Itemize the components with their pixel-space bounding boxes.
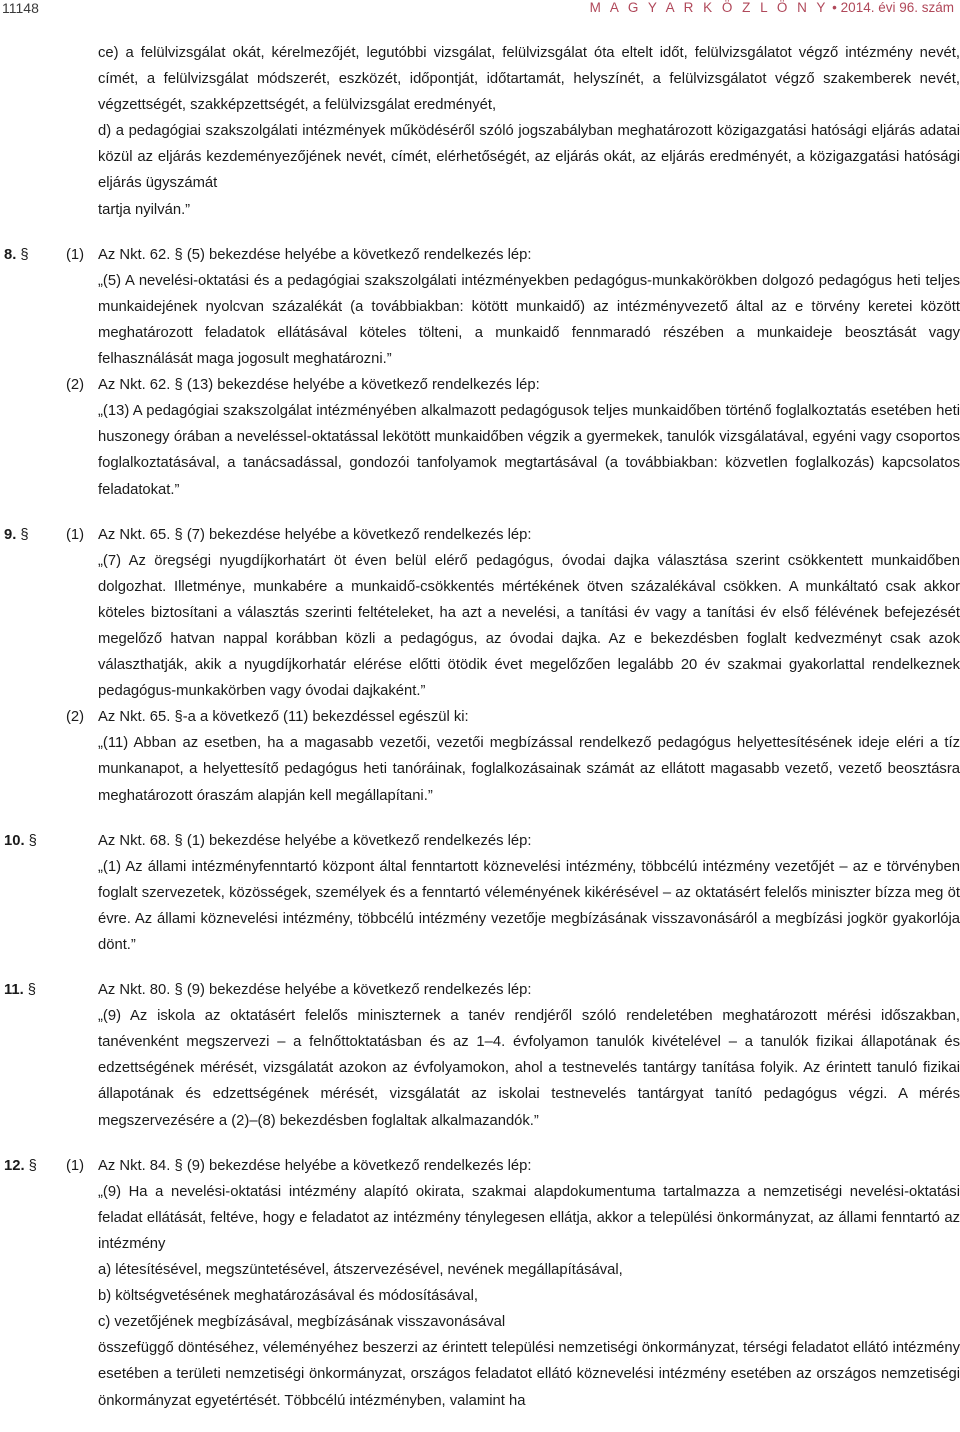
issue-label: 2014. évi 96. szám [840,0,954,15]
section-10 [0,828,960,854]
page-number: 11148 [2,0,39,16]
section-12 [0,1153,960,1179]
section-number: 10. § [4,832,37,849]
amendment-quote: „(9) Az iskola az oktatásért felelős miniszternek a tanév rendjéről szóló rendeletében meghatározott mérési időszakban, tanévenként megszervezi – a felnőttoktatásban és az 1–4. évfolyamon tanulók kivételével – a tanulók fizikai állapotának és edzettségének mérését, vizsgálatát azokon az évfolyamokon, ahol a testnevelés tantárgy tanítása folyik. Az érintett tanuló fizikai állapotának és edzettségének mérését, vizsgálatát az iskolai testnevelés tantárgyat tanító pedagógus végzi. A mérés megszervezésére a (2)–(8) bekezdésben foglaltak alkalmazandók.” [98,1008,960,1129]
list-item: a) létesítésével, megszüntetésével, átszervezésével, nevének megállapításával, [98,1262,623,1279]
list-item: b) költségvetésének meghatározásával és módosításával, [98,1288,478,1305]
running-header [590,0,954,15]
section-9-p2 [0,704,960,730]
amendment-lead: Az Nkt. 84. § (9) bekezdése helyébe a következő rendelkezés lép: [98,1157,532,1174]
amendment-lead: Az Nkt. 65. §-a a következő (11) bekezdéssel egészül ki: [98,709,469,726]
paragraph-label: (1) [66,246,85,263]
amendment-quote: „(5) A nevelési-oktatási és a pedagógiai szakszolgálati intézményekben pedagógus-munkakörökben dolgozó pedagógus heti teljes munkaidejének nyolcvan százalékát (a továbbiakban: kötött munkaidő) az intézményvezető által az e törvény keretei között meghatározott feladatok ellátásával köteles tölteni, a munkaidő fennmaradó részében a munkaideje beosztását vagy felhasználását maga jogosult meghatározni.” [98,272,960,368]
amendment-lead: Az Nkt. 65. § (7) bekezdése helyébe a következő rendelkezés lép: [98,526,532,543]
closing-text: tartja nyilván.” [98,201,191,218]
amendment-quote: „(9) Ha a nevelési-oktatási intézmény alapító okirata, szakmai alapdokumentuma tartalmazza a nemzetiségi nevelési-oktatási feladat ellátását, feltéve, hogy e feladatot az intézmény ténylegesen ellátja, akkor a települési önkormányzat, az állami fenntartó az intézmény [98,1183,960,1252]
section-number: 9. § [4,526,29,543]
amendment-quote: „(13) A pedagógiai szakszolgálat intézményében alkalmazott pedagógusok teljes munkaidőben történő foglalkoztatás esetében heti huszonegy órában a neveléssel-oktatással lekötött munkaidőben végzik a gyermekek, tanulók vizsgálatával, egyéni vagy csoportos foglalkoztatásával, a tanácsadással, gondozói tanfolyamok megtartásával (a továbbiakban: közvetlen foglalkozás) kapcsolatos feladatokat.” [98,403,960,498]
amendment-quote: „(7) Az öregségi nyugdíjkorhatárt öt éven belül elérő pedagógus, óvodai dajka választása szerint csökkentett munkaidőben dolgozhat. Illetménye, munkabére a munkaidő-csökkentés mértékének ötven százalékával csökken. A munkáltató csak akkor köteles biztosítani a választás szerinti feltételeket, ha azt a nevelési, a tanítási év vagy a tanítási év első félévének befejezését megelőző hatvan nappal korábban közli a pedagógus, az óvodai dajka. Az e bekezdésben foglalt kedvezményt csak azok választhatják, akik a nyugdíjkorhatár elérése előtti ötödik évet megelőzően legalább 20 év szakmai gyakorlattal rendelkeznek pedagógus-munkakörben vagy óvodai dajkaként.” [98,552,960,700]
section-number: 12. § [4,1157,37,1174]
item-ce: ce) a felülvizsgálat okát, kérelmezőjét, legutóbbi vizsgálat, felülvizsgálat óta eltelt időt, felülvizsgálatot végző intézmény nevét, címét, a felülvizsgálat módszerét, eszközét, időpontját, időtartamát, helyszínét, a felülvizsgálatot végző szakemberek nevét, végzettségét, szakképzettségét, a felülvizsgálat eredményét, [98,45,960,114]
section-number: 11. § [4,982,36,999]
section-8-p2 [0,372,960,398]
amendment-lead: Az Nkt. 62. § (5) bekezdése helyébe a következő rendelkezés lép: [98,246,532,263]
paragraph-label: (1) [66,1157,85,1174]
amendment-tail: összefüggő döntéséhez, véleményéhez beszerzi az érintett települési nemzetiségi önkormányzat, térségi feladatot ellátó intézmény esetében a területi nemzetiségi önkormányzat, országos feladatot ellátó köznevelési intézmény esetében az országos nemzetiségi önkormányzat egyetértését. Többcélú intézményben, valamint ha [98,1340,960,1409]
amendment-lead: Az Nkt. 80. § (9) bekezdése helyébe a következő rendelkezés lép: [98,982,532,999]
section-9 [0,522,960,548]
paragraph-label: (1) [66,526,85,543]
paragraph-label: (2) [66,377,85,394]
journal-title: M A G Y A R K Ö Z L Ö N Y [589,0,829,15]
paragraph-label: (2) [66,709,85,726]
header-separator: • [832,0,837,15]
amendment-lead: Az Nkt. 62. § (13) bekezdése helyébe a következő rendelkezés lép: [98,377,540,394]
amendment-quote: „(1) Az állami intézményfenntartó központ által fenntartott köznevelési intézmény, többcélú intézmény vezetőjét – az e törvényben foglalt szervezetek, közösségek, személyek és a fenntartó véleményének kikérésével – az oktatásért felelős miniszter bízza meg öt évre. Az állami köznevelési intézmény, többcélú intézmény vezetője megbízásának visszavonásáról a megbízási jogkör gyakorlója dönt.” [98,858,960,953]
document-body [0,40,960,1414]
amendment-quote: „(11) Abban az esetben, ha a magasabb vezetői, vezetői megbízással rendelkező pedagógus helyettesítésének ideje eléri a tíz munkanapot, a helyettesítő pedagógus heti tanóráinak, foglalkozásainak számát az ellátott magasabb vezető, vezető beosztásra meghatározott óraszám alapján kell megállapítani.” [98,735,960,804]
section-8 [0,242,960,268]
section-number: 8. § [4,246,29,263]
list-item: c) vezetőjének megbízásával, megbízásának visszavonásával [98,1314,506,1331]
amendment-lead: Az Nkt. 68. § (1) bekezdése helyébe a következő rendelkezés lép: [98,832,532,849]
item-d: d) a pedagógiai szakszolgálati intézmények működéséről szóló jogszabályban meghatározott közigazgatási hatósági eljárás adatai közül az eljárás kezdeményezőjének nevét, címét, elérhetőségét, az eljárás okát, az eljárás eredményét, a közigazgatási hatósági eljárás ügyszámát [98,123,960,192]
section-11 [0,977,960,1003]
